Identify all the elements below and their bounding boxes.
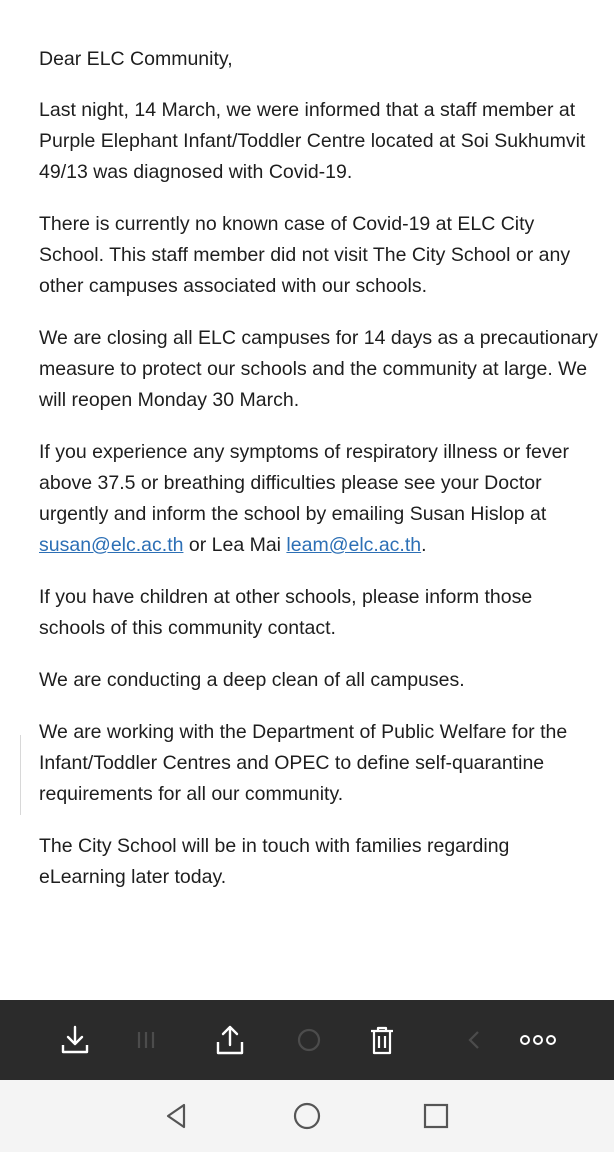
email-paragraph: There is currently no known case of Covid-19 at ELC City School. This staff member did not visit The City School or any other campuses associated with our schools. [39,213,571,297]
email-paragraph: We are working with the Department of Public Welfare for the Infant/Toddler Centres and OPEC to define self-quarantine requirements for all our community. [39,721,568,805]
system-nav-bar [0,1080,614,1152]
bottom-toolbar [0,1000,614,1080]
email-paragraph-contacts [39,437,599,561]
share-icon [213,1023,247,1057]
delete-button[interactable] [360,1018,404,1062]
background-recents-icon [124,1018,168,1062]
email-paragraph: The City School will be in touch with families regarding eLearning later today. [39,835,510,888]
email-link-leam[interactable]: leam@elc.ac.th [286,534,422,556]
share-button[interactable] [208,1018,252,1062]
background-back-icon [452,1018,496,1062]
email-paragraph: Last night, 14 March, we were informed that a staff member at Purple Elephant Infant/Toddler Centre located at Soi Sukhumvit 49/13 was diagnosed with Covid-19. [39,99,586,183]
scroll-edge-indicator [20,735,21,815]
recents-icon [421,1101,451,1131]
email-paragraph: If you have children at other schools, please inform those schools of this community contact. [39,586,533,639]
email-paragraph: We are closing all ELC campuses for 14 days as a precautionary measure to protect our schools and the community at large. We will reopen Monday 30 March. [39,327,598,411]
email-greeting: Dear ELC Community, [39,48,233,70]
email-text: If you experience any symptoms of respiratory illness or fever above 37.5 or breathing difficulties please see your Doctor urgently and inform the school by emailing Susan Hislop at [39,441,569,525]
nav-back-button[interactable] [155,1094,199,1138]
email-body [39,44,599,914]
download-icon [58,1023,92,1057]
more-button[interactable] [516,1018,560,1062]
background-home-icon [287,1018,331,1062]
email-text: . [421,534,427,556]
nav-recents-button[interactable] [414,1094,458,1138]
email-link-susan[interactable]: susan@elc.ac.th [39,534,184,556]
trash-icon [365,1023,399,1057]
email-paragraph: We are conducting a deep clean of all campuses. [39,669,465,691]
more-icon [518,1030,558,1050]
home-icon [291,1100,323,1132]
back-icon [162,1101,192,1131]
email-text: or Lea Mai [183,534,287,556]
nav-home-button[interactable] [285,1094,329,1138]
download-button[interactable] [53,1018,97,1062]
